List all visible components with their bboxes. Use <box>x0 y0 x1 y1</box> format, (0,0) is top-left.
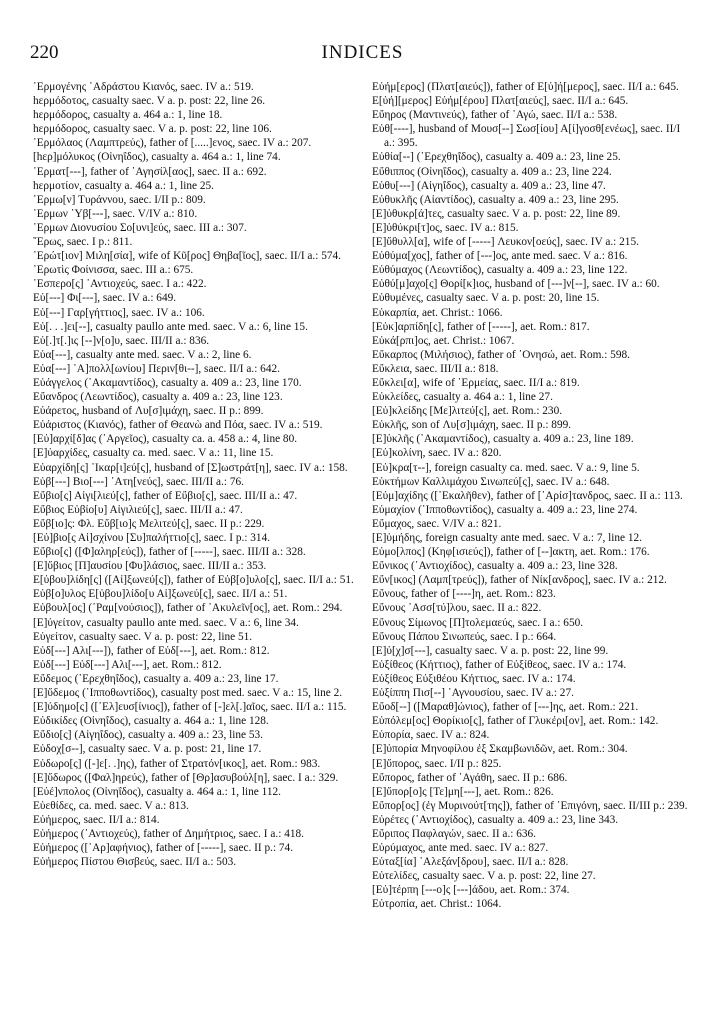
index-entry: [Ε]ὐπορία Μηνοφίλου ἐξ Σκαμβωνιδῶν, aet. Rom.: 304. <box>372 743 628 756</box>
index-entry: Εὐήμ[ερος] (Πλατ[αιεύς]), father of Ε[ὐ]ή[μερος], saec. II/I a.: 645. <box>372 81 679 93</box>
index-entry: Εὐδικίδες (Οἰνηΐδος), casualty a. 464 a.: 1, line 128. <box>33 715 269 728</box>
index-entry: Εὐτροπία, aet. Christ.: 1064. <box>372 898 502 911</box>
index-entry: Εὔπορος, father of ᾿Αγάθη, saec. II p.: 686. <box>372 771 568 784</box>
index-entry: [Ε]ὔδεμος (῾Ιπποθωντίδος), casualty post med. saec. V a.: 15, line 2. <box>33 687 343 700</box>
index-entry: Εὐβ[ο]υλος Ε[ὐβου]λίδο[υ Αἰ]ξωνεύ[ς], saec. II/I a.: 51. <box>33 588 288 601</box>
index-entry: [Ε]ὐθύκρι[τ]ος, saec. IV a.: 815. <box>372 221 519 234</box>
index-entry: ῎Ερως, saec. I p.: 811. <box>33 236 133 249</box>
index-entry: Εὐμο[λπος] (Κηφ[ισιεύς]), father of [--]ακτη, aet. Rom.: 176. <box>372 546 650 559</box>
index-entry: Εὐταξ[ία] ᾿Αλεξάν[δρου], saec. II/I a.: 828. <box>372 856 569 869</box>
index-entry: Εὐκλείδες, casualty a. 464 a.: 1, line 27. <box>372 391 553 404</box>
index-entry: [Ε]ὐμήδης, foreign casualty ante med. saec. V a.: 7, line 12. <box>372 532 642 544</box>
index-entry: Εὐ[---] Φι[---], saec. IV a.: 649. <box>33 292 177 305</box>
index-column-left <box>33 80 355 869</box>
index-entry: Εὐκτήμων Καλλιμάχου Σινωπεύ[ς], saec. IV a.: 648. <box>372 475 610 488</box>
index-entry: Εὐήμερος, saec. II/I a.: 814. <box>33 813 160 826</box>
index-entry: Εὔν[ικος] (Λαμπ[τρεύς]), father of Νίκ[ανδρος], saec. IV a.: 212. <box>372 574 667 587</box>
index-entry: Ε[ὐβου]λίδη[ς] ([Αἰ]ξωνεύ[ς]), father of Εὐβ[ο]υλο[ς], saec. II/I a.: 51. <box>33 574 354 587</box>
index-entry: Εὐδοχ[σ--], casualty saec. V a. p. post: 21, line 17. <box>33 743 262 756</box>
index-entry: Εὐδ[---] Αλι[---]), father of Εὐδ[---], aet. Rom.: 812. <box>33 644 270 657</box>
index-entry: ῾Ερματ[---], father of ᾿Αγησίλ[αος], saec. II a.: 692. <box>33 165 267 178</box>
index-entry: Εὔνους Σίμωνος [Π]τολεμαεύς, saec. I a.: 650. <box>372 616 584 629</box>
index-entry: Εὐεθίδες, ca. med. saec. V a.: 813. <box>33 799 189 812</box>
index-entry: Εὐ[---] Γαρ[γήττιος], saec. IV a.: 106. <box>33 306 205 319</box>
index-entry: Εὔμαχος, saec. V/IV a.: 821. <box>372 517 502 530</box>
index-entry: Εὐδωρο[ς] ([-]ε[. .]ης), father of Στρατόν[ικος], aet. Rom.: 983. <box>33 757 321 770</box>
index-entry: [Ε]ὐκλῆς (᾿Ακαμαντίδος), casualty a. 409 a.: 23, line 189. <box>372 433 634 446</box>
index-entry: [Ε]ὐ[χ]σ[---], casualty saec. V a. p. post: 22, line 99. <box>372 644 609 657</box>
index-entry: ᾿Ερώτ[ιον] Μιλη[σία], wife of Κῦ[ρος] Θηβα[ῖος], saec. II/I a.: 574. <box>33 250 341 263</box>
index-entry: Εὐθία[--] (᾿Ερεχθηΐδος), casualty a. 409 a.: 23, line 25. <box>372 151 621 164</box>
index-entry: Εὐδ[---] Εὐδ[---] Αλι[---], aet. Rom.: 812. <box>33 658 222 671</box>
index-entry: Εὐήμερος ([᾿Αρ]αφήνιος), father of [-----], saec. II p.: 74. <box>33 842 294 855</box>
index-entry: Εὔοδ[--] ([Μαραθ]ώνιος), father of [---]ης, aet. Rom.: 221. <box>372 701 639 714</box>
index-entry: Ε[ὐή][μερος] Εὐήμ[έρου] Πλατ[αιεύς], saec. II/I a.: 645. <box>372 95 629 108</box>
index-entry: [Ε]ὔδωρος ([Φαλ]ηρεύς), father of [Θρ]ασυβούλ[η], saec. I a.: 329. <box>33 771 339 784</box>
index-entry: Εὔθιππος (Οἰνηΐδος), casualty a. 409 a.: 23, line 224. <box>372 165 612 178</box>
index-entry: [Εὐ]κρα[τ--], foreign casualty ca. med. saec. V a.: 9, line 5. <box>372 461 640 474</box>
index-entry: Εὐάρετος, husband of Λυ[σ]ιμάχη, saec. II p.: 899. <box>33 405 264 418</box>
index-entry: [Εὐμ]αχίδης ([᾿Εκαλῆθεν), father of [᾿Αρίσ]τανδρος, saec. II a.: 113. <box>372 489 683 502</box>
index-entry: Εὔκλεια, saec. III/II a.: 818. <box>372 362 499 375</box>
page-title: INDICES <box>321 42 404 63</box>
index-entry: [Εὐ]αρχί[δ]ας (᾿Αργεῖος), casualty ca. a. 458 a.: 4, line 80. <box>33 433 298 446</box>
index-entry: [Εὐ]κολίνη, saec. IV a.: 820. <box>372 447 502 460</box>
index-entry: Εὔδεμος (᾿Ερεχθηΐδος), casualty a. 409 a.: 23, line 17. <box>33 672 279 685</box>
index-entry: hερμόδορος, casualty a. 464 a.: 1, line 18. <box>33 109 223 122</box>
index-entry: [hερ]μόλυκος (Οἰνηΐδος), casualty a. 464 a.: 1, line 74. <box>33 151 281 164</box>
index-entry: Εὐθυκλῆς (Αἰαντίδος), casualty a. 409 a.: 23, line 295. <box>372 193 619 206</box>
index-entry: [Ε]ὔβιος [Π]αυσίου [Φυ]λάσιος, saec. III/II a.: 353. <box>33 560 267 573</box>
index-entry: [Ε]ὐαρχίδες, casualty ca. med. saec. V a.: 11, line 15. <box>33 447 274 460</box>
index-entry: Εὐθ[----], husband of Μουσ[--] Σωσ[ίου] Α[ἰ]γοσθ[ενέως], saec. II/I a.: 395. <box>372 123 681 150</box>
index-entry: Εὐτελίδες, casualty saec. V a. p. post: 22, line 27. <box>372 870 596 883</box>
index-entry: ῾Ερμόλαος (Λαμπτρεύς), father of [.....]ενος, saec. IV a.: 207. <box>33 137 312 150</box>
index-entry: Εὐξίθεος (Κήττιος), father of Εὐξίθεος, saec. IV a.: 174. <box>372 658 627 671</box>
index-entry: Εὔδιο[ς] (Αἰγηΐδος), casualty a. 409 a.: 23, line 53. <box>33 729 263 742</box>
index-entry: [Εὐκ]αρπίδη[ς], father of [-----], aet. Rom.: 817. <box>372 320 590 333</box>
index-entry: [Εὐ]κλείδης [Με]λιτεύ[ς], aet. Rom.: 230. <box>372 405 563 418</box>
index-entry: Εὐκαρπία, aet. Christ.: 1066. <box>372 306 503 319</box>
index-entry: Εὐθυμένες, casualty saec. V a. p. post: 20, line 15. <box>372 292 600 305</box>
index-entry: Εὔκαρπος (Μιλήσιος), father of ᾿Ονησώ, aet. Rom.: 598. <box>372 348 630 361</box>
index-entry: hερμοτίον, casualty a. 464 a.: 1, line 25. <box>33 179 214 192</box>
index-entry: Εὐρύμαχος, ante med. saec. IV a.: 827. <box>372 842 549 855</box>
index-entry: ῾Ερμογένης ᾿Αδράστου Κιανός, saec. IV a.: 519. <box>33 81 254 93</box>
index-entry: Εὔπορ[ος] (ἐγ Μυρινούτ[της]), father of ᾿Επιγόνη, saec. II/III p.: 239. <box>372 799 688 812</box>
index-entry: [Ε]ὔπορ[ο]ς [Τε]μη[---], aet. Rom.: 826. <box>372 785 554 798</box>
index-entry: Εὐάγγελος (᾿Ακαμαντίδος), casualty a. 409 a.: 23, line 170. <box>33 376 302 389</box>
page-number: 220 <box>30 42 59 63</box>
index-entry: Εὐ[.]τ[.]ις [--]ν[ο]υ, saec. III/II a.: 836. <box>33 334 210 347</box>
index-entry: Εὐξίθεος Εὐξιθέου Κήττιος, saec. IV a.: 174. <box>372 672 576 685</box>
index-entry: ῾Ερμω[ν] Τυράννου, saec. I/II p.: 809. <box>33 193 206 206</box>
index-entry: Εὔβ[ιο]ς: Φλ. Εὔβ[ιο]ς Μελιτεύ[ς], saec. II p.: 229. <box>33 517 265 530</box>
index-entry: hερμόδορος, casualty saec. V a. p. post: 22, line 106. <box>33 123 272 136</box>
index-entry: Εὐα[---], casualty ante med. saec. V a.: 2, line 6. <box>33 348 252 361</box>
index-entry: Εὐκλῆς, son of Λυ[σ]ιμάχη, saec. II p.: 899. <box>372 419 572 432</box>
index-entry: Εὐρέτες (᾿Αντιοχίδος), casualty a. 409 a.: 23, line 343. <box>372 813 619 826</box>
index-entry: Εὔνους Πάπου Σινωπεύς, saec. I p.: 664. <box>372 630 557 643</box>
index-entry: Εὐξίππη Πισ[--] ᾿Αγνουσίου, saec. IV a.: 27. <box>372 687 574 700</box>
index-entry: Εὔνικος (᾿Αντιοχίδος), casualty a. 409 a.: 23, line 328. <box>372 560 618 573</box>
index-entry: hερμόδοτος, casualty saec. V a. p. post: 22, line 26. <box>33 95 266 108</box>
index-entry: [Εὐ]βιο[ς Αἰ]σχίνου [Συ]παλήττιο[ς], saec. I p.: 314. <box>33 532 271 544</box>
index-entry: [Εὐέ]νπολος (Οἰνηΐδος), casualty a. 464 a.: 1, line 112. <box>33 785 281 798</box>
index-entry: ῾Ερμων ῾Υβ[---], saec. V/IV a.: 810. <box>33 207 198 220</box>
index-entry: Εὔανδρος (Λεωντίδος), casualty a. 409 a.: 23, line 123. <box>33 391 283 404</box>
index-entry: Εὔβιο[ς] Αἰγι[λιεύ[ς], father of Εὔβιο[ς], saec. III/II a.: 47. <box>33 489 298 502</box>
index-entry: Εὔβιο[ς] ([Φ]αληρ[εύς]), father of [-----], saec. III/II a.: 328. <box>33 546 306 559</box>
index-entry: Εὐ[. . .]ει[--], casualty paullo ante med. saec. V a.: 6, line 15. <box>33 320 308 333</box>
index-entry: Εὐπόλεμ[ος] Θορίκιο[ς], father of Γλυκέρι[ον], aet. Rom.: 142. <box>372 715 659 728</box>
index-entry: Εὐπορία, saec. IV a.: 824. <box>372 729 490 742</box>
index-entry: Εὔβιος Εὐβίο[υ] Αἰγιλιεύ[ς], saec. III/II a.: 47. <box>33 503 243 516</box>
index-entry: Εὐβουλ[ος] (῾Ραμ[νούσιος]), father of ᾿Ακυλεῖν[ος], aet. Rom.: 294. <box>33 602 343 615</box>
index-entry: Εὐήμερος Πίστου Θισβεύς, saec. II/I a.: 503. <box>33 856 237 869</box>
index-entry: Εὐκά[ρπι]ος, aet. Christ.: 1067. <box>372 334 515 347</box>
index-entry: Εὐθύμα[χος], father of [---]ος, ante med. saec. V a.: 816. <box>372 250 628 263</box>
index-entry: ῾Ερμων Διονυσίου Σο[υνι]εύς, saec. III a.: 307. <box>33 221 247 234</box>
index-entry: Εὔριπος Παφλαγών, saec. II a.: 636. <box>372 827 537 840</box>
index-entry: [Ε]ὐδημο[ς] ([᾿Ελ]ευσ[ίνιος]), father of [-]ελ[.]αῖος, saec. II/I a.: 115. <box>33 701 347 714</box>
index-entry: Εὐάριστος (Κιανός), father of Θεανὼ and Πόα, saec. IV a.: 519. <box>33 419 323 432</box>
index-entry: Εὐγείτον, casualty saec. V a. p. post: 22, line 51. <box>33 630 253 643</box>
index-entry: Εὔνους ᾿Ασσ[τύ]λου, saec. II a.: 822. <box>372 602 542 615</box>
index-entry: Εὐα[---] ᾿Α]πολλ[ωνίου] Περιν[θι--], saec. II/I a.: 642. <box>33 362 280 375</box>
index-entry: [Ε]ὔθυλλ[α], wife of [-----] Λευκον[οεύς], saec. IV a.: 215. <box>372 236 639 249</box>
index-entry: Εὔκλει[α], wife of ῾Ερμείας, saec. II/I a.: 819. <box>372 376 580 389</box>
index-entry: Εὐμαχίον (῾Ιπποθωντίδος), casualty a. 409 a.: 23, line 274. <box>372 503 638 516</box>
index-entry: [Εὐ]τέρπη [---ο]ς [---]άδου, aet. Rom.: 374. <box>372 884 570 897</box>
index-entry: ῾Εσπερο[ς] ᾿Αντιοχεύς, saec. I a.: 422. <box>33 278 207 291</box>
index-entry: Εὐαρχίδη[ς] ᾿Ικαρ[ι]εύ[ς], husband of [Σ]ωστράτ[η], saec. IV a.: 158. <box>33 461 348 474</box>
index-entry: [Ε]ὐγείτον, casualty paullo ante med. saec. V a.: 6, line 34. <box>33 616 299 629</box>
index-entry: [Ε]ὐθυκρ[ά]τες, casualty saec. V a. p. post: 22, line 89. <box>372 207 621 220</box>
index-entry: Εὐθυ[---] (Αἰγηΐδος), casualty a. 409 a.: 23, line 47. <box>372 179 606 192</box>
index-entry: Εὐβ[---] Βιο[---] ᾿Ατη[νεύς], saec. III/II a.: 76. <box>33 475 244 488</box>
index-entry: [Ε]ὔπορος, saec. I/II p.: 825. <box>372 757 502 770</box>
index-entry: Εὐήμερος (᾿Αντιοχεύς), father of Δημήτριος, saec. I a.: 418. <box>33 827 304 840</box>
index-entry: Εὐθύμαχος (Λεωντίδος), casualty a. 409 a.: 23, line 122. <box>372 264 628 277</box>
index-entry: Εὐθύ[μ]αχο[ς] Θορί[κ]ιος, husband of [---]ν[--], saec. IV a.: 60. <box>372 278 660 291</box>
index-entry: Εὔνους, father of [----]η, aet. Rom.: 823. <box>372 588 556 601</box>
index-entry: Εὔηρος (Μαντινεύς), father of ᾿Αγώ, saec. II/I a.: 538. <box>372 109 618 122</box>
index-entry: ᾿Ερωτὶς Φοίνισσα, saec. III a.: 675. <box>33 264 194 277</box>
index-column-right <box>372 80 694 912</box>
